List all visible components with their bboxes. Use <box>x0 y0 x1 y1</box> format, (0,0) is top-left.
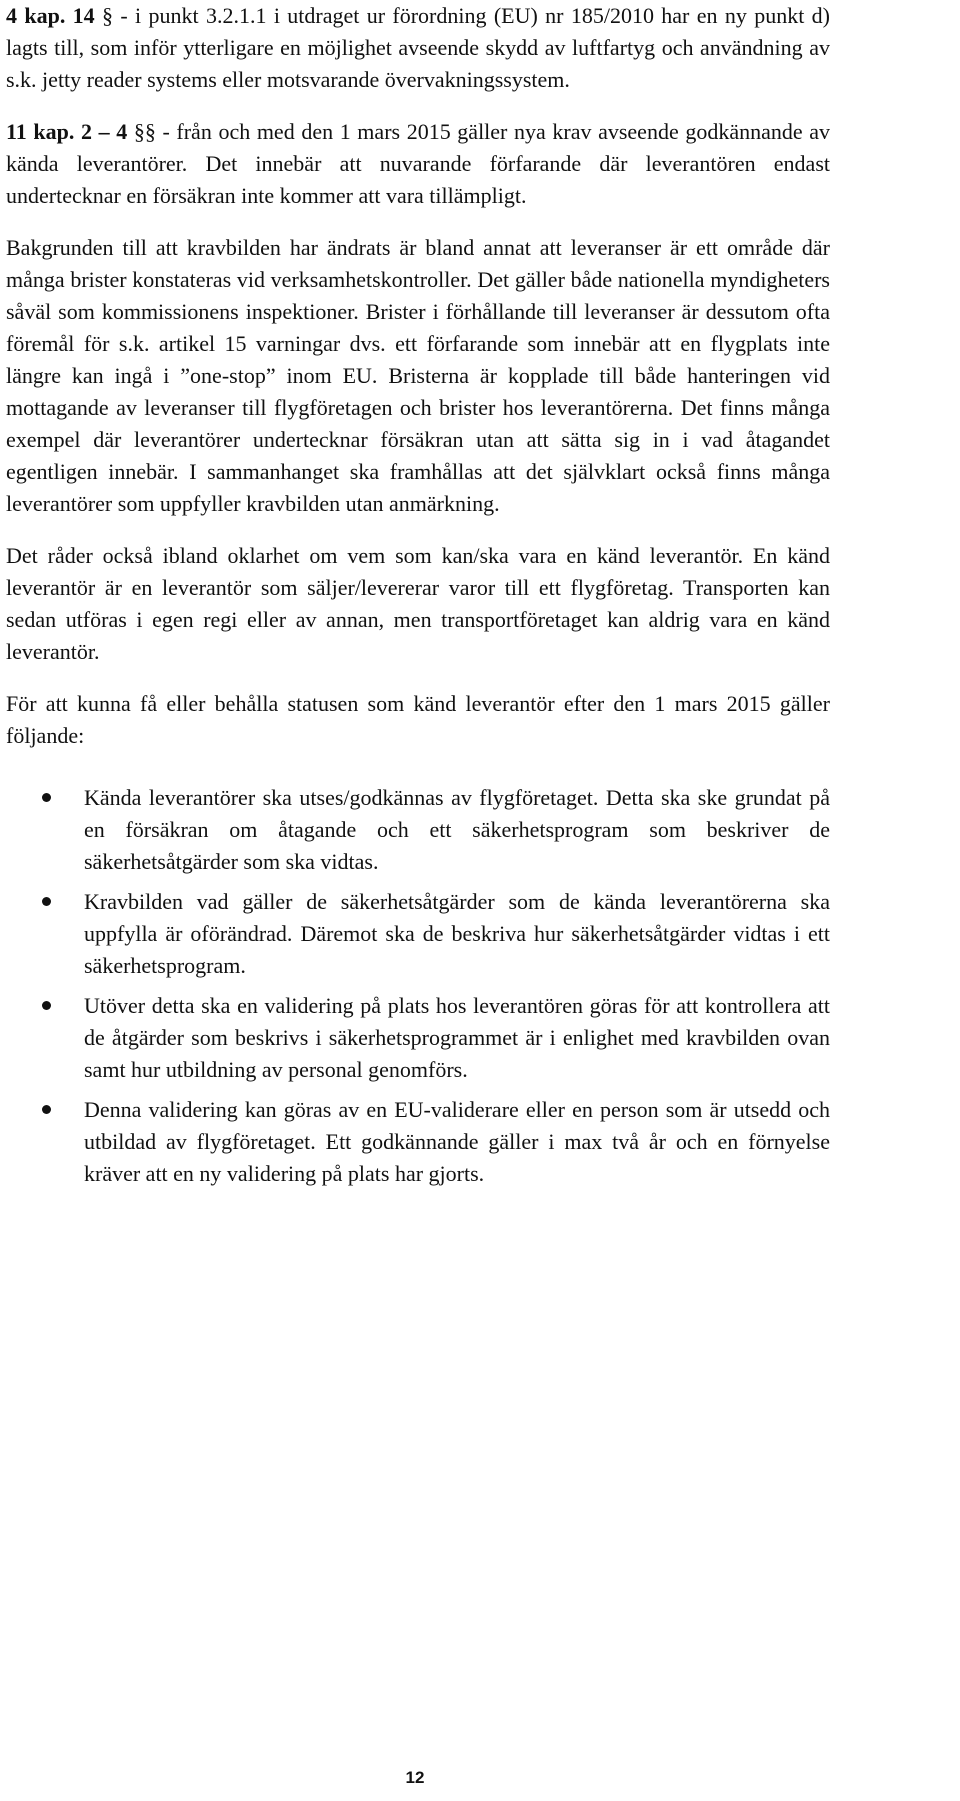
page-number: 12 <box>405 1768 425 1787</box>
paragraph-lead: 4 kap. 14 <box>6 3 95 28</box>
paragraph-text: §§ - från och med den 1 mars 2015 gäller nya krav avseende godkännande av kända leverantörer. Det innebär att nuvarande förfarande där leverantören endast undertecknar en försäkran inte kommer att vara tillämpligt. <box>6 119 831 208</box>
list-item <box>6 990 830 1086</box>
bullet-icon <box>42 793 51 802</box>
paragraph-oklarhet: Det råder också ibland oklarhet om vem som kan/ska vara en känd leverantör. En känd leverantör är en leverantör som säljer/levererar varor till ett flygföretag. Transporten kan sedan utföras i egen regi eller av annan, men transportföretaget kan aldrig vara en känd leverantör. <box>6 543 830 664</box>
requirements-list <box>6 782 830 1190</box>
list-item <box>6 886 830 982</box>
bullet-icon <box>42 897 51 906</box>
paragraph-lead: 11 kap. 2 – 4 <box>6 119 128 144</box>
paragraph-text: § - i punkt 3.2.1.1 i utdraget ur förordning (EU) nr 185/2010 har en ny punkt d) lagts till, som inför ytterligare en möjlighet avseende skydd av luftfartyg och användning av s.k. jetty reader systems eller motsvarande övervakningssystem. <box>6 3 830 92</box>
paragraph-4-kap-14 <box>6 0 830 96</box>
list-item-text: Denna validering kan göras av en EU-validerare eller en person som är utsedd och utbildad av flygföretaget. Ett godkännande gäller i max två år och en förnyelse kräver att en ny validering på plats har gjorts. <box>84 1097 830 1186</box>
bullet-icon <box>42 1001 51 1010</box>
list-item-text: Kända leverantörer ska utses/godkännas av flygföretaget. Detta ska ske grundat på en försäkran om åtagande och ett säkerhetsprogram som beskriver de säkerhetsåtgärder som ska vidtas. <box>84 785 830 874</box>
bullet-icon <box>42 1105 51 1114</box>
paragraph-status-intro: För att kunna få eller behålla statusen som känd leverantör efter den 1 mars 2015 gäller följande: <box>6 691 830 748</box>
document-body <box>6 0 830 1198</box>
list-item-text: Utöver detta ska en validering på plats hos leverantören göras för att kontrollera att de åtgärder som beskrivs i säkerhetsprogrammet är i enlighet med kravbilden ovan samt hur utbildning av personal genomförs. <box>84 993 830 1082</box>
paragraph-bakgrund: Bakgrunden till att kravbilden har ändrats är bland annat att leveranser är ett område där många brister konstateras vid verksamhetskontroller. Det gäller både nationella myndigheters såväl som kommissionens inspektioner. Brister i förhållande till leveranser är dessutom ofta föremål för s.k. artikel 15 varningar dvs. ett förfarande som innebär att en flygplats inte längre kan ingå i ”one-stop” inom EU. Bristerna är kopplade till både hanteringen vid mottagande av leveranser till flygföretagen och brister hos leverantörerna. Det finns många exempel där leverantörer undertecknar försäkran utan att sätta sig in i vad åtagandet egentligen innebär. I sammanhanget ska framhållas att det självklart också finns många leverantörer som uppfyller kravbilden utan anmärkning. <box>6 235 830 516</box>
list-item-text: Kravbilden vad gäller de säkerhetsåtgärder som de kända leverantörerna ska uppfylla är oförändrad. Däremot ska de beskriva hur säkerhetsåtgärder vidtas i ett säkerhetsprogram. <box>84 889 830 978</box>
list-item <box>6 1094 830 1190</box>
paragraph-11-kap-2-4 <box>6 116 830 212</box>
list-item <box>6 782 830 878</box>
